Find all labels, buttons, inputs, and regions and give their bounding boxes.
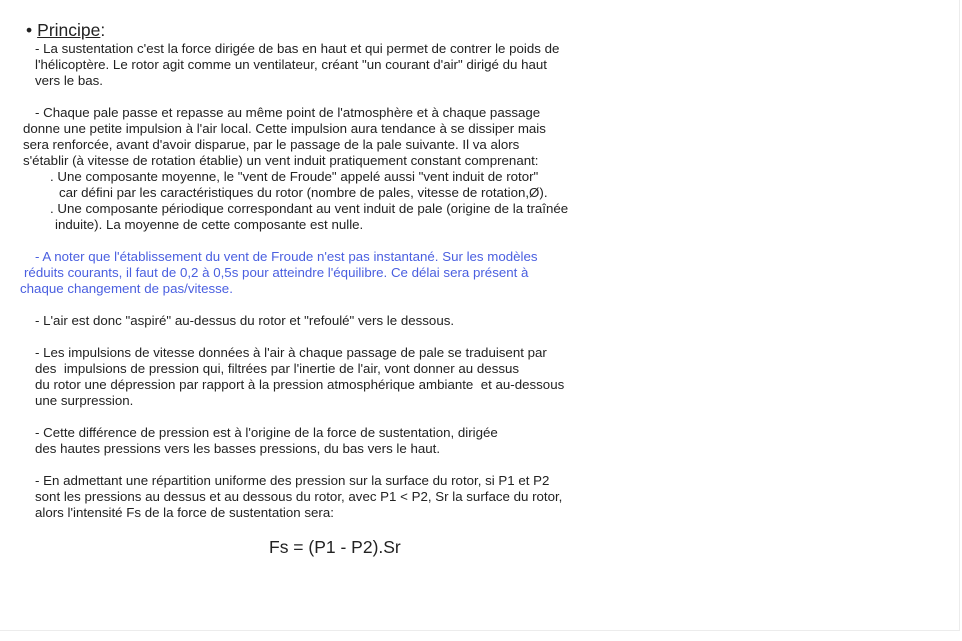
- paragraph-5-line-3: du rotor une dépression par rapport à la pression atmosphérique ambiante et au-dessous: [35, 377, 565, 392]
- heading-colon: :: [100, 20, 106, 40]
- paragraph-7-line-1: - En admettant une répartition uniforme des pression sur la surface du rotor, si P1 et P2: [35, 473, 550, 488]
- paragraph-2-line-4: s'établir (à vitesse de rotation établie) un vent induit pratiquement constant comprenant:: [23, 153, 539, 168]
- paragraph-2-line-6: car défini par les caractéristiques du rotor (nombre de pales, vitesse de rotation,Ø).: [59, 185, 548, 200]
- paragraph-5-line-4: une surpression.: [35, 393, 134, 408]
- paragraph-2-line-1: - Chaque pale passe et repasse au même point de l'atmosphère et à chaque passage: [35, 105, 541, 120]
- lift-formula: Fs = (P1 - P2).Sr: [269, 537, 401, 557]
- paragraph-5-line-2: des impulsions de pression qui, filtrées par l'inertie de l'air, vont donner au dessus: [35, 361, 520, 376]
- paragraph-5-line-1: - Les impulsions de vitesse données à l'air à chaque passage de pale se traduisent par: [35, 345, 547, 360]
- paragraph-2-line-3: sera renforcée, avant d'avoir disparue, par le passage de la pale suivante. Il va alors: [23, 137, 520, 152]
- paragraph-6-line-1: - Cette différence de pression est à l'origine de la force de sustentation, dirigée: [35, 425, 498, 440]
- paragraph-4-line-1: - L'air est donc "aspiré" au-dessus du rotor et "refoulé" vers le dessous.: [35, 313, 455, 328]
- paragraph-1-line-3: vers le bas.: [35, 73, 103, 88]
- paragraph-7-line-3: alors l'intensité Fs de la force de sustentation sera:: [35, 505, 334, 520]
- paragraph-2-line-5: . Une composante moyenne, le "vent de Froude" appelé aussi "vent induit de rotor": [50, 169, 539, 184]
- paragraph-2-line-8: induite). La moyenne de cette composante est nulle.: [55, 217, 364, 232]
- paragraph-2-line-2: donne une petite impulsion à l'air local. Cette impulsion aura tendance à se dissiper mais: [23, 121, 546, 136]
- note-line-3: chaque changement de pas/vitesse.: [20, 281, 233, 296]
- paragraph-7-line-2: sont les pressions au dessus et au dessous du rotor, avec P1 < P2, Sr la surface du rotor,: [35, 489, 563, 504]
- note-line-2: réduits courants, il faut de 0,2 à 0,5s pour atteindre l'équilibre. Ce délai sera présent à: [24, 265, 529, 280]
- heading-title: Principe: [37, 20, 101, 40]
- note-line-1: - A noter que l'établissement du vent de Froude n'est pas instantané. Sur les modèles: [35, 249, 538, 264]
- bullet-glyph: •: [26, 20, 33, 40]
- paragraph-1-line-1: - La sustentation c'est la force dirigée de bas en haut et qui permet de contrer le poids de: [35, 41, 560, 56]
- section-heading: [26, 19, 105, 41]
- paragraph-2-line-7: . Une composante périodique correspondant au vent induit de pale (origine de la traînée: [50, 201, 569, 216]
- paragraph-1-line-2: l'hélicoptère. Le rotor agit comme un ventilateur, créant "un courant d'air" dirigé du haut: [35, 57, 547, 72]
- paragraph-6-line-2: des hautes pressions vers les basses pressions, du bas vers le haut.: [35, 441, 441, 456]
